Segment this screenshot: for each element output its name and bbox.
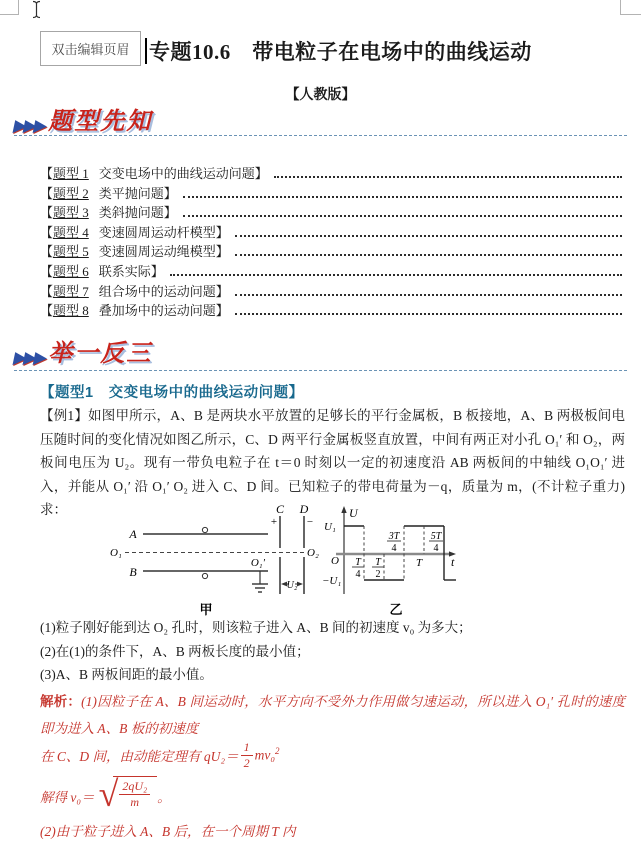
question-2: (2)在(1)的条件下，A、B 两板长度的最小值；: [40, 644, 310, 659]
toc-type-label: 题型 1: [53, 166, 89, 181]
label-U1: U₁: [324, 521, 336, 533]
banner-juyi-fansan: [11, 341, 153, 367]
tick-3T4-num: 3T: [388, 531, 400, 542]
label-O2: O₂: [307, 547, 319, 559]
toc-item-5[interactable]: [40, 241, 624, 261]
toc-title: 变速圆周运动绳模型: [98, 244, 216, 260]
toc-dot-leader: [183, 215, 622, 217]
solution-paragraph-1: [40, 688, 625, 742]
tick-T2-num: T: [375, 557, 381, 568]
formula1-prefix: 在 C、D 间，由动能定理有 qU₂＝: [40, 749, 239, 765]
toc-type-label: 题型 7: [53, 283, 89, 299]
toc-bracket: 】: [215, 244, 229, 260]
toc-bracket: 【: [40, 263, 54, 279]
toc-bracket: 【: [40, 205, 54, 221]
edit-header-button-label: 双击编辑页眉: [51, 42, 130, 57]
solution-text-1: (1)因粒子在 A、B 间运动时，水平方向不受外力作用做匀速运动，所以进入 O₁′ 孔时的速度即为进入 A、B 板的初速度: [40, 694, 625, 736]
label-plate-D: D: [299, 504, 309, 516]
tick-5T4-num: 5T: [430, 531, 442, 542]
solution-label: 解析：: [40, 694, 82, 709]
toc-dot-leader: [235, 313, 622, 315]
toc-bracket: 】: [163, 185, 177, 201]
tick-5T4-den: 4: [433, 543, 439, 554]
toc-title: 组合场中的运动问题: [98, 283, 216, 299]
fraction-denominator: 2: [243, 755, 250, 770]
label-O1: O₁: [110, 547, 122, 559]
solution-formula-2: [40, 776, 171, 816]
figure-caption-yi: 乙: [389, 602, 403, 617]
section-heading: 【题型1 交变电场中的曲线运动问题】: [40, 385, 304, 401]
margin-corner-mark-left: [0, 0, 19, 15]
tick-T: T: [415, 557, 423, 569]
toc-item-6[interactable]: [40, 261, 624, 281]
label-plate-B: B: [129, 565, 137, 579]
formula1-suffix-base: mv₀: [254, 747, 276, 763]
toc-bracket: 】: [254, 166, 268, 181]
margin-corner-mark-right: [620, 0, 641, 15]
toc-type-label: 题型 2: [53, 185, 89, 201]
example-paragraph: 【例1】如图甲所示，A、B 是两块水平放置的足够长的平行金属板，B 板接地，A、B 两极板间电压随时间的变化情况如图乙所示，C、D 两平行金属板竖直放置，中间有两正对小孔 O₁′ 和 O₂，两板间电压为 U₂。现有一带负电粒子在 t＝0 时刻以一定的初速度沿 AB 两板间的中轴线 O₁O₁′ 进入，并能从 O₁′ 沿 O₁′ O₂ 进入 C、D 间。已知粒子的带电荷量为－q，质量为 m，(不计粒子重力)求：: [40, 408, 625, 518]
toc-type-label: 题型 6: [53, 263, 89, 279]
toc-dot-leader: [235, 235, 622, 237]
toc-item-8[interactable]: [40, 300, 624, 320]
tick-T4-den: 4: [355, 569, 361, 580]
toc-title: 叠加场中的运动问题: [98, 303, 216, 319]
table-of-contents: [40, 163, 624, 320]
fraction-2qU2-over-m: [119, 780, 150, 808]
text-cursor-icon: [30, 0, 43, 24]
toc-title: 类斜抛问题: [98, 205, 164, 221]
label-plus-sign: +: [270, 516, 278, 528]
question-3: (3)A、B 两板间距的最小值。: [40, 667, 213, 682]
label-O1-prime: O₁′: [250, 557, 265, 569]
toc-title: 交变电场中的曲线运动问题: [98, 166, 255, 181]
toc-bracket: 】: [215, 303, 229, 319]
question-1: (1)粒子刚好能到达 O₂ 孔时，则该粒子进入 A、B 间的初速度 v₀ 为多大；: [40, 620, 472, 635]
fraction-one-half: [241, 741, 253, 769]
fraction-denominator: m: [130, 794, 140, 809]
formula1-exponent: 2: [275, 746, 280, 757]
toc-dot-leader: [183, 196, 622, 198]
banner-title: 题型先知: [48, 109, 153, 135]
tick-3T4-den: 4: [391, 543, 397, 554]
formula2-prefix: 解得 v₀＝: [40, 790, 95, 805]
edit-header-button[interactable]: [40, 31, 141, 66]
label-negative-U1: −U₁: [322, 575, 342, 587]
toc-bracket: 【: [40, 283, 54, 299]
toc-bracket: 【: [40, 166, 54, 181]
toc-bracket: 【: [40, 224, 54, 240]
section-divider: [14, 370, 627, 371]
toc-title: 联系实际: [98, 263, 151, 279]
edition-label: 【人教版】: [285, 88, 356, 103]
toc-type-label: 题型 8: [53, 303, 89, 319]
radical-body: [113, 776, 157, 808]
origin-label: O: [331, 555, 339, 567]
banner-arrows-icon: ▶▶▶: [11, 348, 47, 367]
label-plate-A: A: [129, 527, 137, 541]
banner-title: 举一反三: [48, 341, 153, 367]
formula1-suffix: [255, 746, 280, 764]
toc-dot-leader: [235, 294, 622, 296]
toc-type-label: 题型 4: [53, 224, 89, 240]
toc-bracket: 【: [40, 185, 54, 201]
toc-item-1[interactable]: [40, 163, 624, 183]
toc-bracket: 】: [215, 224, 229, 240]
toc-bracket: 】: [150, 263, 164, 279]
toc-type-label: 题型 3: [53, 205, 89, 221]
toc-bracket: 】: [215, 283, 229, 299]
radical-sign: √: [98, 774, 119, 814]
toc-bracket: 】: [163, 205, 177, 221]
square-root-expression: [99, 776, 158, 816]
toc-dot-leader: [170, 274, 622, 276]
figure-yi-voltage-graph: [322, 502, 462, 623]
tick-T4-num: T: [355, 557, 361, 568]
toc-item-4[interactable]: [40, 222, 624, 242]
tick-T2-den: 2: [375, 569, 381, 580]
figure-caption-jia: 甲: [199, 602, 213, 617]
toc-item-3[interactable]: [40, 202, 624, 222]
toc-item-2[interactable]: [40, 183, 624, 203]
title-row: [145, 36, 532, 66]
toc-bracket: 【: [40, 303, 54, 319]
figure-jia-capacitor-diagram: [108, 504, 320, 623]
toc-type-label: 题型 5: [53, 244, 89, 260]
fraction-numerator: 1: [241, 741, 253, 756]
solution-formula-1: [40, 741, 280, 769]
axis-label-U: U: [349, 506, 358, 520]
formula2-period: 。: [157, 790, 171, 805]
banner-tixing-xianzhi: [11, 109, 153, 135]
axis-label-t: t: [451, 555, 455, 569]
toc-dot-leader: [274, 176, 622, 178]
solution-paragraph-2: (2)由于粒子进入 A、B 后，在一个周期 T 内: [40, 824, 296, 839]
section-divider: [14, 135, 627, 136]
toc-item-7[interactable]: [40, 281, 624, 301]
label-minus-sign: −: [306, 516, 314, 528]
insertion-caret: [145, 38, 147, 64]
fraction-numerator: 2qU₂: [119, 780, 150, 795]
toc-title: 变速圆周运动杆模型: [98, 224, 216, 240]
label-U2: U₂: [286, 580, 298, 591]
toc-title: 类平抛问题: [98, 185, 164, 201]
label-plate-C: C: [275, 504, 285, 516]
toc-bracket: 【: [40, 244, 54, 260]
page-title: 专题10.6 带电粒子在电场中的曲线运动: [149, 40, 532, 64]
banner-arrows-icon: ▶▶▶: [11, 116, 47, 135]
toc-dot-leader: [235, 254, 622, 256]
